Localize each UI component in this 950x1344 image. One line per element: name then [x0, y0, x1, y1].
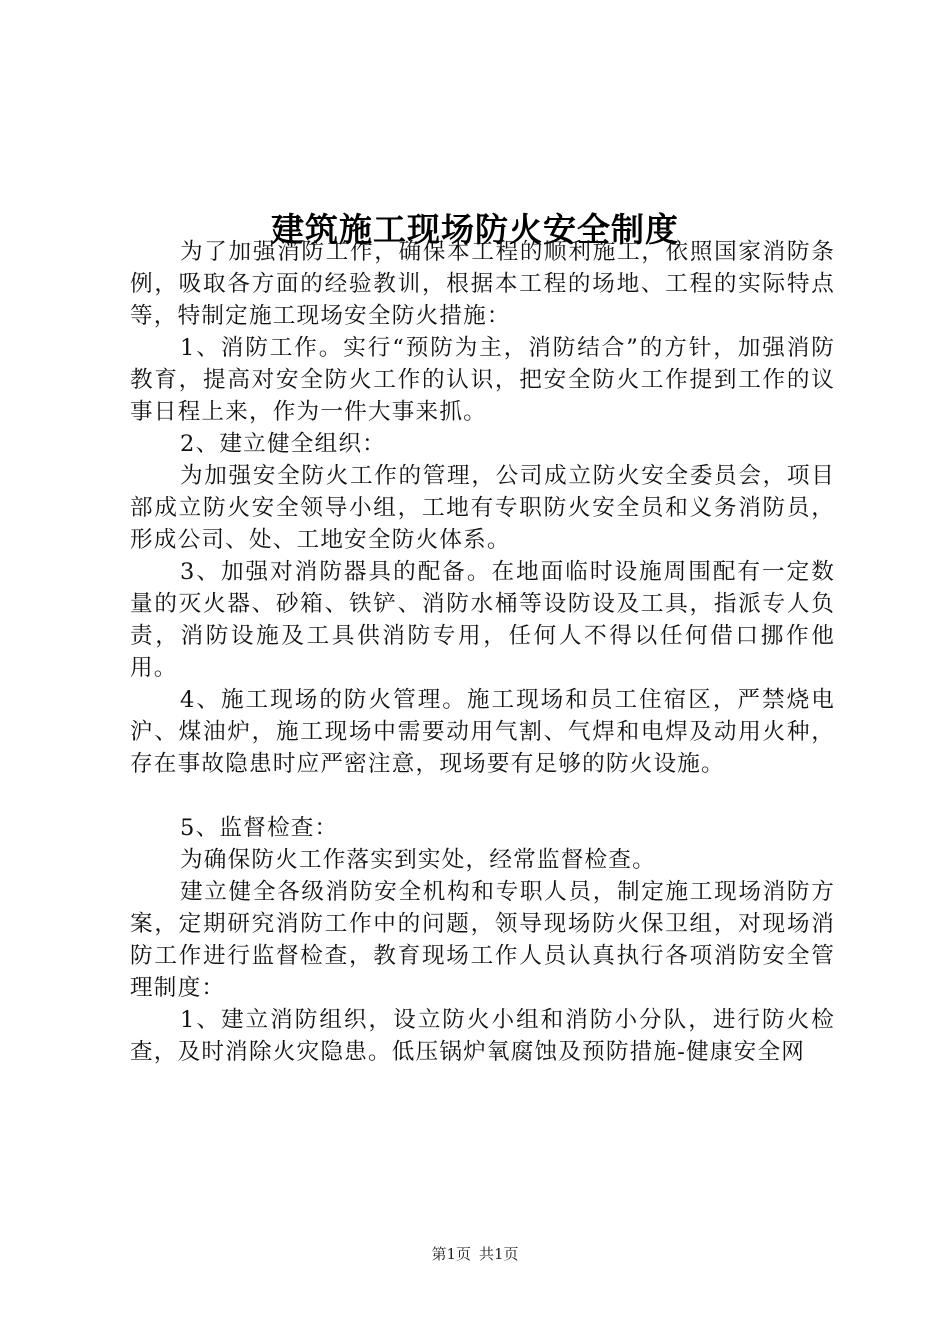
intro-paragraph: 为了加强消防工作，确保本工程的顺利施工，依照国家消防条例，吸取各方面的经验教训，根据本工程的场地、工程的实际特点等，特制定施工现场安全防火措施：	[130, 239, 835, 329]
paragraph-site-management: 4、施工现场的防火管理。施工现场和员工住宿区，严禁烧电沪、煤油炉，施工现场中需要动用气割、气焊和电焊及动用火种，存在事故隐患时应严密注意，现场要有足够的防火设施。	[130, 687, 835, 777]
paragraph-organization-heading: 2、建立健全组织：	[180, 431, 386, 457]
page-number: 第1页	[431, 1245, 471, 1263]
paragraph-fire-organization: 1、建立消防组织，设立防火小组和消防小分队，进行防火检查，及时消除火灾隐患。低压锅炉氧腐蚀及预防措施-健康安全网	[130, 1007, 835, 1065]
paragraph-inspection-goal: 为确保防火工作落实到实处，经常监督检查。	[180, 847, 656, 873]
page-title: 建筑施工现场防火安全制度	[271, 210, 679, 250]
paragraph-spacer	[130, 780, 835, 812]
paragraph-equipment: 3、加强对消防器具的配备。在地面临时设施周围配有一定数量的灭火器、砂箱、铁铲、消防水桶等设防设及工具，指派专人负责，消防设施及工具供消防专用，任何人不得以任何借口挪作他用。	[130, 559, 835, 681]
paragraph-inspection-heading: 5、监督检查：	[180, 815, 339, 841]
paragraph-fire-work: 1、消防工作。实行“预防为主，消防结合”的方针，加强消防教育，提高对安全防火工作的认识，把安全防火工作提到工作的议事日程上来，作为一件大事来抓。	[130, 335, 835, 425]
page-total: 共1页	[479, 1245, 519, 1263]
paragraph-inspection-system: 建立健全各级消防安全机构和专职人员，制定施工现场消防方案，定期研究消防工作中的问题，领导现场防火保卫组，对现场消防工作进行监督检查，教育现场工作人员认真执行各项消防安全管理制度：	[130, 879, 835, 1001]
paragraph-organization: 为加强安全防火工作的管理，公司成立防火安全委员会，项目部成立防火安全领导小组，工地有专职防火安全员和义务消防员，形成公司、处、工地安全防火体系。	[130, 463, 835, 553]
page-footer	[0, 1243, 950, 1265]
document-body	[130, 236, 835, 1068]
